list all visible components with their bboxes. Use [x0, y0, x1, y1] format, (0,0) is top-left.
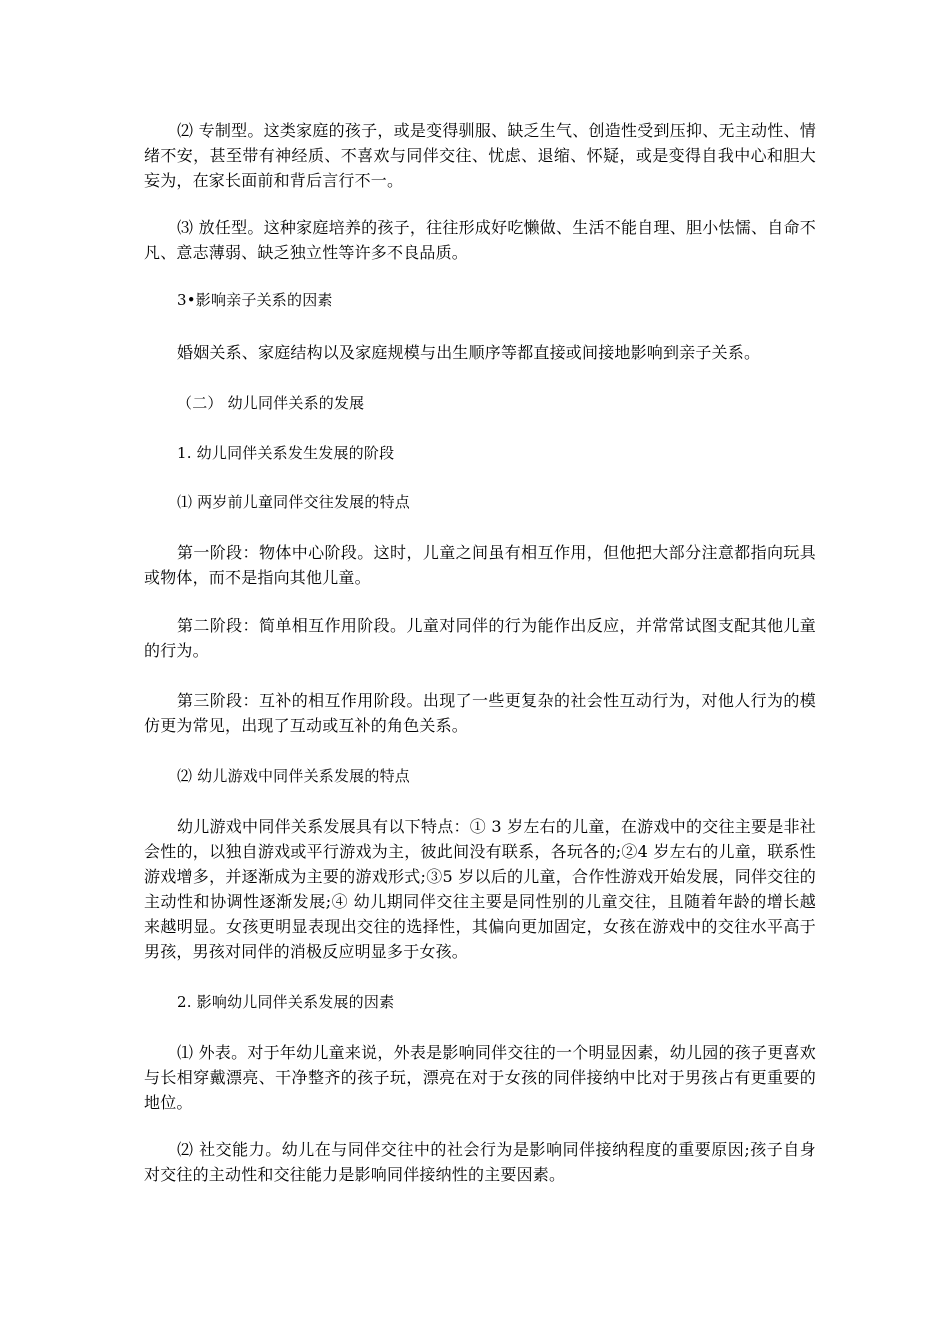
- heading-under-two-characteristics: ⑴ 两岁前儿童同伴交往发展的特点: [177, 493, 410, 511]
- paragraph-game-peer-characteristics: 幼儿游戏中同伴关系发展具有以下特点：① 3 岁左右的儿童，在游戏中的交往主要是非社会性的，以独自游戏或平行游戏为主，彼此间没有联系，各玩各的;②4 岁左右的儿童，联系性游戏增多，并逐渐成为主要的游戏形式;③5 岁以后的儿童，合作性游戏开始发展，同伴交往的主动性和协调性逐渐发展;④ 幼儿期同伴交往主要是同性别的儿童交往，且随着年龄的增长越来越明显。女孩更明显表现出交往的选择性，其偏向更加固定，女孩在游戏中的交往水平高于男孩，男孩对同伴的消极反应明显多于女孩。: [144, 817, 816, 961]
- heading-parent-child-factors: 3•影响亲子关系的因素: [177, 291, 333, 309]
- heading-game-peer-characteristics: ⑵ 幼儿游戏中同伴关系发展的特点: [177, 767, 410, 785]
- paragraph-stage-three: 第三阶段：互补的相互作用阶段。出现了一些更复杂的社会性互动行为，对他人行为的模仿更为常见，出现了互动或互补的角色关系。: [144, 691, 816, 735]
- heading-peer-factors: 2. 影响幼儿同伴关系发展的因素: [177, 993, 395, 1011]
- heading-peer-relationship-development: （二） 幼儿同伴关系的发展: [177, 394, 365, 412]
- paragraph-stage-one: 第一阶段：物体中心阶段。这时，儿童之间虽有相互作用，但他把大部分注意都指向玩具或物体，而不是指向其他儿童。: [144, 543, 816, 587]
- paragraph-authoritarian-type: ⑵ 专制型。这类家庭的孩子，或是变得驯服、缺乏生气、创造性受到压抑、无主动性、情绪不安，甚至带有神经质、不喜欢与同伴交往、忧虑、退缩、怀疑，或是变得自我中心和胆大妄为，在家长面前和背后言行不一。: [144, 121, 816, 190]
- paragraph-stage-two: 第二阶段：简单相互作用阶段。儿童对同伴的行为能作出反应，并常常试图支配其他儿童的行为。: [144, 616, 816, 660]
- paragraph-appearance: ⑴ 外表。对于年幼儿童来说，外表是影响同伴交往的一个明显因素，幼儿园的孩子更喜欢与长相穿戴漂亮、干净整齐的孩子玩，漂亮在对于女孩的同伴接纳中比对于男孩占有更重要的地位。: [144, 1043, 816, 1112]
- paragraph-parent-child-factors: 婚姻关系、家庭结构以及家庭规模与出生顺序等都直接或间接地影响到亲子关系。: [177, 343, 761, 362]
- paragraph-permissive-type: ⑶ 放任型。这种家庭培养的孩子，往往形成好吃懒做、生活不能自理、胆小怯懦、自命不凡、意志薄弱、缺乏独立性等许多不良品质。: [144, 218, 816, 262]
- heading-peer-relationship-stages: 1. 幼儿同伴关系发生发展的阶段: [177, 444, 395, 462]
- paragraph-social-ability: ⑵ 社交能力。幼儿在与同伴交往中的社会行为是影响同伴接纳程度的重要原因;孩子自身对交往的主动性和交往能力是影响同伴接纳性的主要因素。: [144, 1140, 816, 1184]
